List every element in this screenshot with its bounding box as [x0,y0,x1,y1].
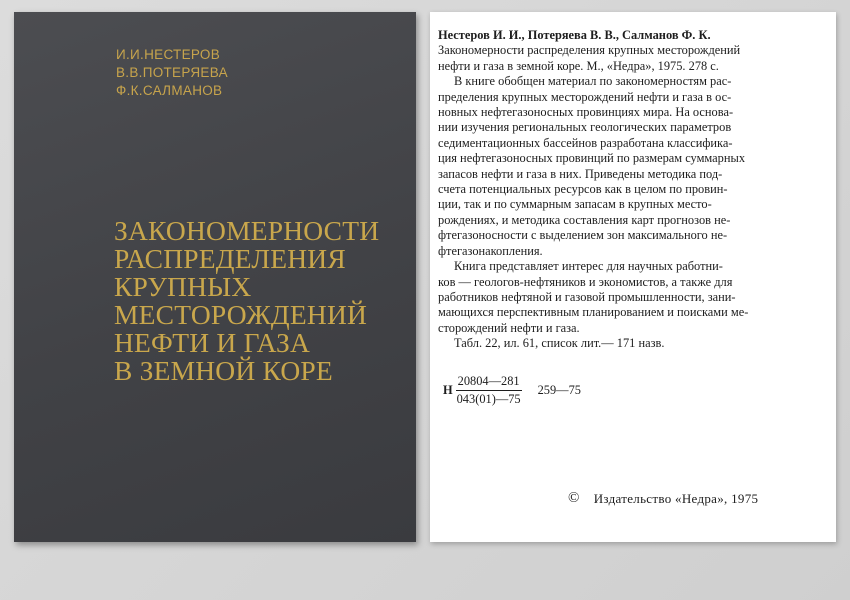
classification-code [443,374,581,407]
code-denominator: 043(01)—75 [456,392,521,406]
text-line: Книга представляет интерес для научных работни- [454,259,723,274]
text-line: В книге обобщен материал по закономерностям рас- [454,74,732,89]
copyright [568,490,758,507]
text-line: фтегазонакопления. [438,243,543,258]
text-line: нефти и газа в земной коре. М., «Недра», 1975. 278 с. [438,58,719,73]
text-line: фтегазоносности с выделением зон максимального не- [438,228,728,243]
text-line: работников нефтяной и газовой промышленности, зани- [438,289,736,304]
text-line: Закономерности распределения крупных месторождений [438,43,741,58]
book-cover [14,12,416,542]
annotation-text [438,28,828,352]
text-line: счета потенциальных ресурсов как в целом по провин- [438,182,728,197]
text-line: седиментационных бассейнов разработана классифика- [438,135,733,150]
cover-title-line: В ЗЕМНОЙ КОРЕ [114,355,333,386]
text-line: Табл. 22, ил. 61, список лит.— 171 назв. [454,336,665,351]
code-numerator: 20804—281 [456,374,522,391]
annotation-page [430,12,836,542]
cover-title-line: ЗАКОНОМЕРНОСТИ [114,215,380,246]
text-line: ция нефтегазоносных провинций по размерам суммарных [438,151,746,166]
text-line: рождениях, и методика составления карт прогнозов не- [438,212,731,227]
cover-title [114,217,414,385]
cover-title-line: МЕСТОРОЖДЕНИЙ [114,299,368,330]
cover-title-line: КРУПНЫХ [114,271,252,302]
code-letter: Н [443,383,453,397]
code-fraction [456,374,522,407]
copyright-text: Издательство «Недра», 1975 [593,490,759,506]
text-line: мающихся перспективным планированием и поисками ме- [438,305,749,320]
cover-authors [116,46,228,100]
authors-line: Нестеров И. И., Потеряева В. В., Салманов Ф. К. [438,28,711,42]
cover-author: Ф.К.САЛМАНОВ [116,83,223,98]
cover-author: И.И.НЕСТЕРОВ [116,47,221,62]
text-line: сторождений нефти и газа. [438,320,580,335]
text-line: ции, так и по суммарным запасам в крупных место- [438,197,712,212]
text-line: нии изучения региональных геологических параметров [438,120,732,135]
text-line: ков — геологов-нефтяников и экономистов, а также для [438,274,733,289]
cover-title-line: НЕФТИ И ГАЗА [114,327,311,358]
cover-title-line: РАСПРЕДЕЛЕНИЯ [114,243,346,274]
text-line: пределения крупных месторождений нефти и газа в ос- [438,89,732,104]
text-line: новных нефтегазоносных провинциях мира. На основа- [438,105,734,120]
code-suffix: 259—75 [537,383,581,397]
text-line: запасов нефти и газа в них. Приведены методика под- [438,166,723,181]
cover-author: В.В.ПОТЕРЯЕВА [116,65,228,80]
copyright-icon: © [568,490,580,506]
